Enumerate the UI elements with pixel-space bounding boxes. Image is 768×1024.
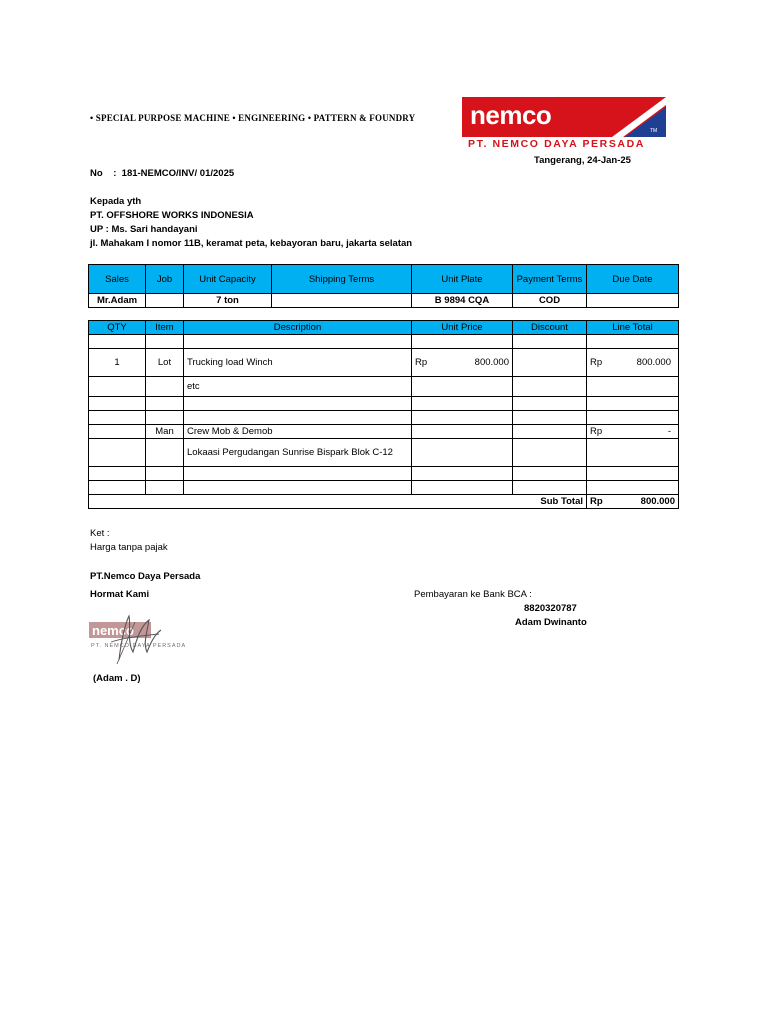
cell-description xyxy=(184,397,412,411)
recipient-company: PT. OFFSHORE WORKS INDONESIA xyxy=(90,210,254,221)
items-table xyxy=(88,320,679,509)
cell-discount xyxy=(513,481,587,495)
recipient-address: jl. Mahakam I nomor 11B, keramat peta, kebayoran baru, jakarta selatan xyxy=(90,238,413,249)
table-row xyxy=(89,467,679,481)
cell-discount xyxy=(513,397,587,411)
order-data-row xyxy=(89,294,679,308)
cell-unit-price xyxy=(412,467,513,481)
company-logo xyxy=(462,97,666,149)
cell-item xyxy=(146,481,184,495)
cell-qty xyxy=(89,439,146,467)
cell-item xyxy=(146,467,184,481)
table-row xyxy=(89,411,679,425)
table-row xyxy=(89,439,679,467)
total-currency: Rp xyxy=(590,426,603,437)
cell-qty xyxy=(89,467,146,481)
signature-stamp xyxy=(89,612,189,668)
order-header-row xyxy=(89,265,679,294)
cell-line-total xyxy=(587,439,679,467)
total-currency: Rp xyxy=(590,357,603,368)
cell-discount xyxy=(513,349,587,377)
cell-unit-price xyxy=(412,335,513,349)
table-row xyxy=(89,349,679,377)
cell-shipping-terms xyxy=(272,294,412,308)
subtotal-currency: Rp xyxy=(590,496,603,507)
order-info-table xyxy=(88,264,679,308)
logo-wordmark: nemco xyxy=(470,100,552,130)
cell-line-total xyxy=(587,467,679,481)
price-value: 800.000 xyxy=(474,357,509,368)
cell-item: Man xyxy=(146,425,184,439)
cell-description xyxy=(184,467,412,481)
signer-name: (Adam . D) xyxy=(93,673,141,684)
cell-unit-plate: B 9894 CQA xyxy=(412,294,513,308)
cell-discount xyxy=(513,377,587,397)
invoice-date: Tangerang, 24-Jan-25 xyxy=(534,155,631,166)
col-description: Description xyxy=(184,321,412,335)
subtotal-cell xyxy=(587,495,679,509)
col-shipping-terms: Shipping Terms xyxy=(272,265,412,294)
subtotal-row xyxy=(89,495,679,509)
svg-text:PT. NEMCO DAYA PERSADA: PT. NEMCO DAYA PERSADA xyxy=(91,643,187,649)
cell-item xyxy=(146,439,184,467)
table-row xyxy=(89,335,679,349)
footer-company: PT.Nemco Daya Persada xyxy=(90,571,201,582)
notes-label: Ket : xyxy=(90,528,110,539)
invoice-number: No : 181-NEMCO/INV/ 01/2025 xyxy=(90,168,235,179)
total-value: 800.000 xyxy=(636,357,671,368)
cell-qty xyxy=(89,411,146,425)
payment-account-number: 8820320787 xyxy=(524,603,577,614)
notes-text: Harga tanpa pajak xyxy=(90,542,168,553)
cell-line-total xyxy=(587,481,679,495)
cell-unit-price xyxy=(412,481,513,495)
col-line-total: Line Total xyxy=(587,321,679,335)
footer-regards: Hormat Kami xyxy=(90,589,150,600)
payment-bank-label: Pembayaran ke Bank BCA : xyxy=(414,589,532,600)
col-item: Item xyxy=(146,321,184,335)
cell-description xyxy=(184,335,412,349)
cell-qty xyxy=(89,377,146,397)
col-qty: QTY xyxy=(89,321,146,335)
cell-discount xyxy=(513,467,587,481)
payment-account-name: Adam Dwinanto xyxy=(515,617,587,628)
cell-item: Lot xyxy=(146,349,184,377)
cell-unit-price xyxy=(412,377,513,397)
col-unit-plate: Unit Plate xyxy=(412,265,513,294)
cell-qty: 1 xyxy=(89,349,146,377)
cell-description xyxy=(184,481,412,495)
cell-unit-price xyxy=(412,411,513,425)
cell-discount xyxy=(513,425,587,439)
table-row xyxy=(89,397,679,411)
cell-job xyxy=(146,294,184,308)
cell-unit-price xyxy=(412,425,513,439)
cell-discount xyxy=(513,411,587,425)
table-row xyxy=(89,481,679,495)
cell-description: Trucking load Winch xyxy=(184,349,412,377)
cell-due-date xyxy=(587,294,679,308)
cell-description: Lokaasi Pergudangan Sunrise Bispark Blok C-12 xyxy=(184,439,412,467)
col-unit-price: Unit Price xyxy=(412,321,513,335)
cell-qty xyxy=(89,481,146,495)
col-job: Job xyxy=(146,265,184,294)
signature-stamp-graphic xyxy=(89,612,189,668)
price-currency: Rp xyxy=(415,357,428,368)
cell-line-total xyxy=(587,397,679,411)
logo-box xyxy=(462,97,666,137)
cell-sales: Mr.Adam xyxy=(89,294,146,308)
col-discount: Discount xyxy=(513,321,587,335)
cell-line-total xyxy=(587,349,679,377)
cell-discount xyxy=(513,335,587,349)
table-row xyxy=(89,425,679,439)
cell-line-total xyxy=(587,335,679,349)
recipient-attention: UP : Ms. Sari handayani xyxy=(90,224,198,235)
cell-discount xyxy=(513,439,587,467)
cell-payment-terms: COD xyxy=(513,294,587,308)
col-sales: Sales xyxy=(89,265,146,294)
cell-unit-price xyxy=(412,349,513,377)
cell-item xyxy=(146,335,184,349)
cell-qty xyxy=(89,425,146,439)
col-due-date: Due Date xyxy=(587,265,679,294)
logo-trademark: TM xyxy=(650,128,658,134)
cell-item xyxy=(146,397,184,411)
recipient-greeting: Kepada yth xyxy=(90,196,142,207)
cell-unit-price xyxy=(412,439,513,467)
cell-item xyxy=(146,377,184,397)
items-header-row xyxy=(89,321,679,335)
cell-line-total xyxy=(587,425,679,439)
cell-description: Crew Mob & Demob xyxy=(184,425,412,439)
company-name-banner: PT. NEMCO DAYA PERSADA xyxy=(468,138,645,150)
cell-item xyxy=(146,411,184,425)
subtotal-label: Sub Total xyxy=(89,495,587,509)
cell-description: etc xyxy=(184,377,412,397)
cell-qty xyxy=(89,335,146,349)
cell-description xyxy=(184,411,412,425)
cell-qty xyxy=(89,397,146,411)
subtotal-value: 800.000 xyxy=(640,496,675,507)
col-payment-terms: Payment Terms xyxy=(513,265,587,294)
cell-unit-capacity: 7 ton xyxy=(184,294,272,308)
table-row xyxy=(89,377,679,397)
svg-text:nemco: nemco xyxy=(92,623,134,638)
cell-unit-price xyxy=(412,397,513,411)
cell-line-total xyxy=(587,411,679,425)
cell-line-total xyxy=(587,377,679,397)
total-value: - xyxy=(667,426,671,437)
company-tagline: • SPECIAL PURPOSE MACHINE • ENGINEERING • PATTERN & FOUNDRY xyxy=(90,113,416,123)
col-unit-capacity: Unit Capacity xyxy=(184,265,272,294)
